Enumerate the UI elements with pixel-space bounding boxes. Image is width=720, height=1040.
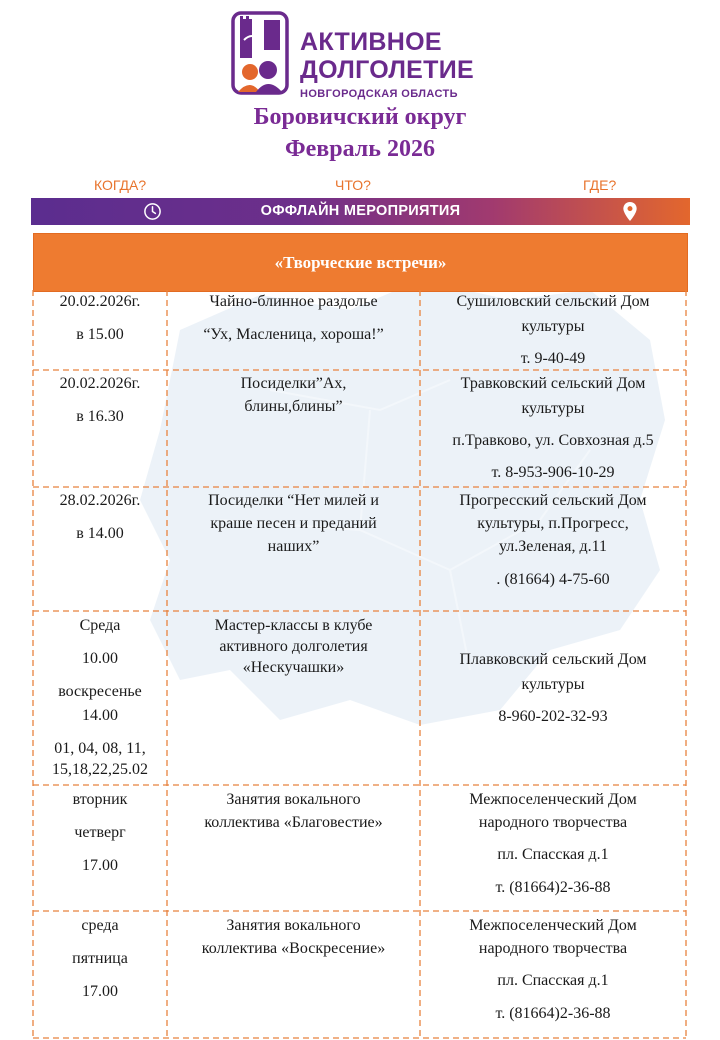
logo-emblem-icon (230, 10, 290, 98)
row4-where: Плавковский сельский Дом культуры 8-960-202-32-93 (459, 651, 647, 726)
logo (230, 10, 495, 98)
row2-what: Посиделки”Ах, блины,блины” (240, 375, 347, 416)
offline-events-label: ОФФЛАЙН МЕРОПРИЯТИЯ (260, 203, 461, 219)
row5-what: Занятия вокального коллектива «Благовестие» (204, 791, 383, 832)
offline-events-bar (31, 198, 690, 225)
column-when-label: КОГДА? (94, 177, 147, 193)
row5-when: вторник четверг 17.00 (72, 791, 128, 875)
row3-when: 28.02.2026г. в 14.00 (59, 492, 141, 543)
district-title: Боровичский округ (253, 104, 467, 130)
logo-title-line1: АКТИВНОЕ (300, 28, 442, 56)
section-header (33, 233, 688, 292)
row2-when: 20.02.2026г. в 16.30 (59, 375, 141, 426)
column-where-label: ГДЕ? (583, 177, 617, 193)
row1-what: Чайно-блинное раздолье “Ух, Масленица, хороша!” (203, 293, 384, 344)
month-title: Февраль 2026 (285, 136, 435, 162)
row6-when: среда пятница 17.00 (72, 917, 128, 1001)
section-title: «Творческие встречи» (274, 253, 447, 272)
logo-title-line2: ДОЛГОЛЕТИЕ (300, 56, 474, 84)
location-pin-icon (623, 202, 637, 221)
row3-where: Прогресский сельский Дом культуры, п.Прогресс, ул.Зеленая, д.11 . (81664) 4-75-60 (459, 492, 647, 588)
row4-what: Мастер-классы в клубе активного долголетия «Нескучашки» (214, 617, 373, 677)
row6-where: Межпоселенческий Дом народного творчества пл. Спасская д.1 т. (81664)2-36-88 (469, 917, 637, 1022)
row1-when: 20.02.2026г. в 15.00 (59, 293, 141, 344)
row4-when: Среда 10.00 воскресенье 14.00 01, 04, 08, 11, 15,18,22,25.02 (52, 617, 148, 778)
row3-what: Посиделки “Нет милей и краше песен и преданий наших” (208, 492, 379, 556)
row5-where: Межпоселенческий Дом народного творчества пл. Спасская д.1 т. (81664)2-36-88 (469, 791, 637, 896)
row1-where: Сушиловский сельский Дом культуры т. 9-40-49 (456, 293, 650, 368)
row6-what: Занятия вокального коллектива «Воскресение» (201, 917, 386, 958)
row2-where: Травковский сельский Дом культуры п.Травково, ул. Совхозная д.5 т. 8-953-906-10-29 (452, 375, 654, 481)
logo-subtitle: НОВГОРОДСКАЯ ОБЛАСТЬ (300, 88, 458, 100)
column-what-label: ЧТО? (335, 177, 371, 193)
